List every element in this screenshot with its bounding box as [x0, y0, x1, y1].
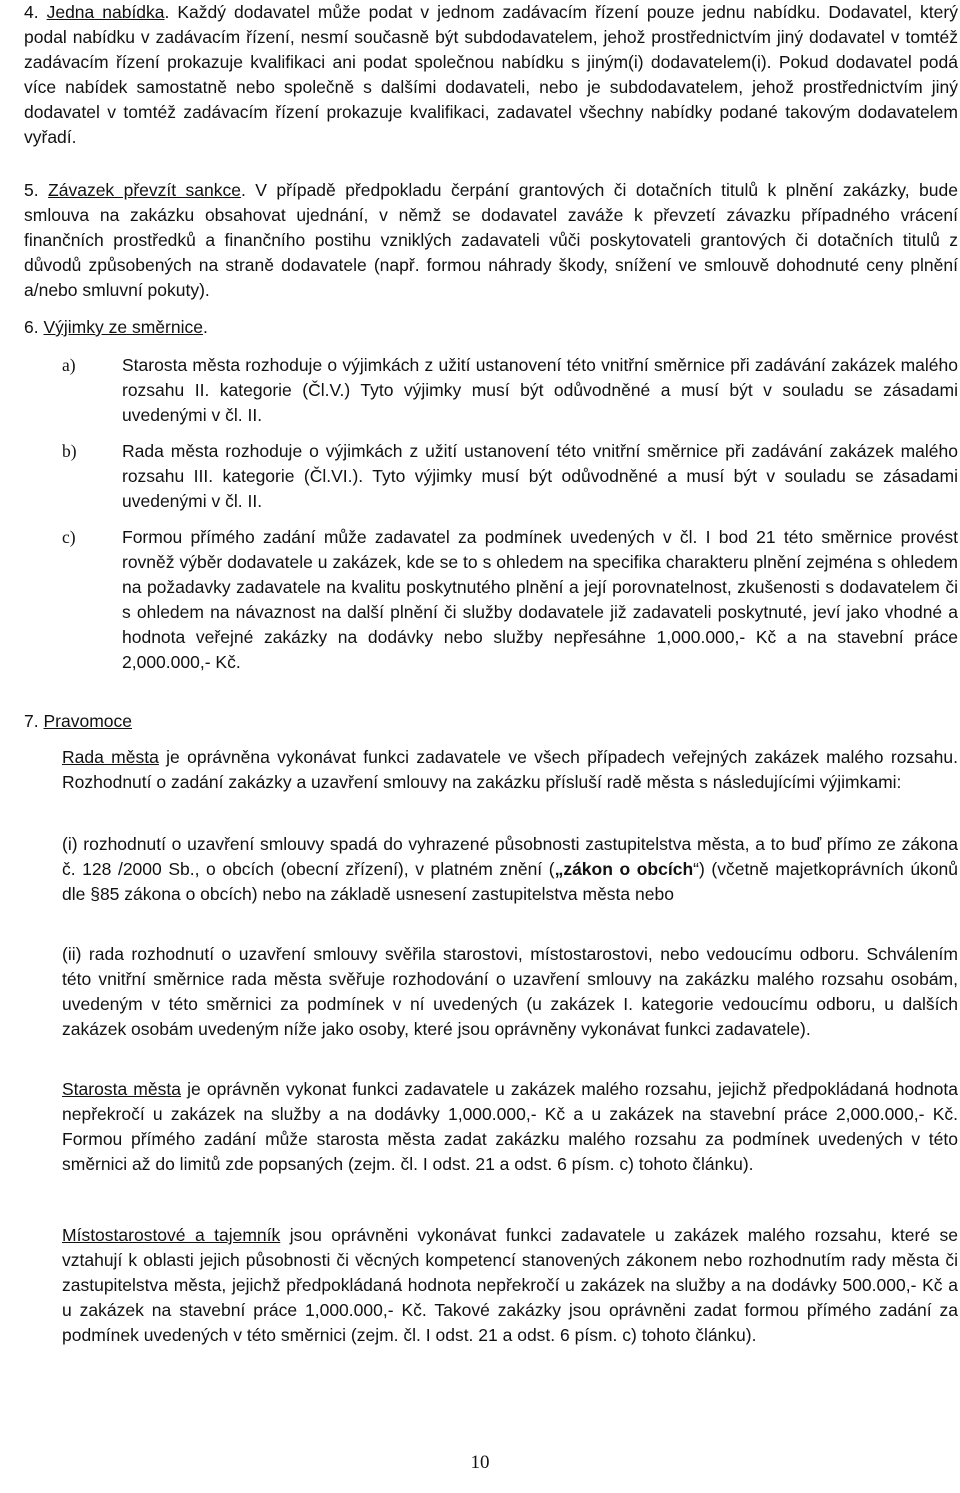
page-number: 10	[470, 1452, 490, 1473]
section-5-number: 5.	[24, 180, 39, 200]
section-6-heading: Výjimky ze směrnice	[43, 317, 203, 337]
exception-1-after: “) (včetně majetkoprávních úkonů dle §85 zákona o obcích) nebo na základě usnesení zastupitelstva města nebo	[62, 859, 958, 904]
starosta-paragraph	[62, 1077, 958, 1177]
section-6-number: 6.	[24, 317, 39, 337]
item-b-text: Rada města rozhoduje o výjimkách z užití ustanovení této vnitřní směrnice při zadávání zakázek malého rozsahu III. kategorie (Čl.VI.). Tyto výjimky musí být odůvodněné a musí být v souladu se zásadami uvedenými v čl. II.	[122, 441, 958, 511]
section-4-number: 4.	[24, 2, 39, 22]
section-5	[24, 178, 958, 303]
exception-1-before: (i) rozhodnutí o uzavření smlouvy spadá do vyhrazené působnosti zastupitelstva města, a to buď přímo ze zákona č. 128 /2000 Sb., o obcích (obecní zřízení), v platném znění (	[62, 834, 958, 879]
section-5-heading: Závazek převzít sankce	[48, 180, 242, 200]
section-4-heading: Jedna nabídka	[46, 2, 165, 22]
section-5-body: . V případě předpokladu čerpání grantových či dotačních titulů k plnění zakázky, bude smlouva na zakázku obsahovat ujednání, v němž se dodavatel zaváže k převzetí závazku případného vrácení finančních prostředků a finančního postihu vzniklých zadavateli vůči poskytovateli grantových či dotačních titulů z důvodů způsobených na straně dodavatele (např. formou náhrady škody, snížení ve smlouvě dohodnuté ceny plnění a/nebo smluvní pokuty).	[24, 180, 958, 300]
starosta-body: je oprávněn vykonat funkci zadavatele u zakázek malého rozsahu, jejichž předpokládaná hodnota nepřekročí u zakázek na služby a na dodávky 1,000.000,- Kč a u zakázek na stavební práce 2,000.000,- Kč. Formou přímého zadání může starosta města zadat zakázku malého rozsahu za podmínek uvedených v této směrnici až do limitů zde popsaných (zejm. čl. I odst. 21 a odst. 6 písm. c) tohoto článku).	[62, 1079, 958, 1174]
rada-paragraph	[62, 745, 958, 795]
exception-1-paragraph	[62, 832, 958, 907]
section-4-body: . Každý dodavatel může podat v jednom zadávacím řízení pouze jednu nabídku. Dodavatel, který podal nabídku v zadávacím řízení, nesmí současně být subdodavatelem, jehož prostřednictvím jiný dodavatel v tomtéž zadávacím řízení prokazuje kvalifikaci ani podat společnou nabídku s jiným(i) dodavatelem(i). Pokud dodavatel podá více nabídek samostatně nebo společně s dalšími dodavateli, nebo je subdodavatelem, jehož prostřednictvím jiný dodavatel v tomtéž zadávacím řízení prokazuje kvalifikaci, zadavatel všechny nabídky podané takovým dodavatelem vyřadí.	[24, 2, 958, 147]
mistostarosta-lead: Místostarostové a tajemník	[62, 1225, 281, 1245]
section-6-heading-line	[24, 315, 624, 340]
rada-lead: Rada města	[62, 747, 159, 767]
rada-body: je oprávněna vykonávat funkci zadavatele ve všech případech veřejných zakázek malého rozsahu. Rozhodnutí o zadání zakázky a uzavření smlouvy na zakázku přísluší radě města s následujícími výjimkami:	[62, 747, 958, 792]
exception-1-bold: „zákon o obcích	[554, 859, 694, 879]
item-a-text: Starosta města rozhoduje o výjimkách z užití ustanovení této vnitřní směrnice při zadávání zakázek malého rozsahu II. kategorie (Čl.V.) Tyto výjimky musí být odůvodněné a musí být v souladu se zásadami uvedenými v čl. II.	[122, 355, 958, 425]
section-7-heading-line	[24, 709, 324, 734]
section-7-number: 7.	[24, 711, 39, 731]
section-4	[24, 0, 958, 150]
item-a-letter: a)	[62, 355, 76, 375]
item-c-letter: c)	[62, 527, 76, 547]
section-6-heading-tail: .	[202, 317, 208, 337]
section-7-heading: Pravomoce	[43, 711, 132, 731]
exception-2-paragraph: (ii) rada rozhodnutí o uzavření smlouvy svěřila starostovi, místostarostovi, nebo vedoucímu odboru. Schválením této vnitřní směrnice rada města svěřuje rozhodování o uzavření smlouvy na zakázku malého rozsahu osobám, uvedeným v této směrnici za podmínek v ní uvedených (u zakázek I. kategorie vedoucímu odboru, u dalších zakázek osobám uvedeným níže jako osoby, které jsou oprávněny vykonávat funkci zadavatele).	[62, 944, 958, 1039]
mistostarosta-body: jsou oprávněni vykonávat funkci zadavatele u zakázek malého rozsahu, které se vztahují k oblasti jejich působnosti či věcných kompetencí stanovených zákonem nebo rozhodnutím rady města či zastupitelstva města, jejichž předpokládaná hodnota nepřekročí u zakázek na služby a na dodávky 500.000,- Kč a u zakázek na stavební práce 1,000.000,- Kč. Takové zakázky jsou oprávněni zadat formou přímého zadání za podmínek uvedených v této směrnici (zejm. čl. I odst. 21 a odst. 6 písm. c) tohoto článku).	[62, 1225, 958, 1345]
starosta-lead: Starosta města	[62, 1079, 181, 1099]
mistostarosta-paragraph	[62, 1223, 958, 1348]
item-c-text: Formou přímého zadání může zadavatel za podmínek uvedených v čl. I bod 21 této směrnice provést rovněž výběr dodavatele u zakázek, kde se to s ohledem na specifika charakteru plnění zejména s ohledem na požadavky zadavatele na kvalitu poskytnutého plnění a její porovnatelnost, zkušenosti s dodavatelem či s ohledem na návaznost na další plnění či služby dodavatele již zadavateli poskytnuté, jeví jako vhodné a hodnota veřejné zakázky na dodávky nebo služby nepřesáhne 1,000.000,- Kč a na stavební práce 2,000.000,- Kč.	[122, 527, 958, 672]
item-b-letter: b)	[62, 441, 77, 461]
